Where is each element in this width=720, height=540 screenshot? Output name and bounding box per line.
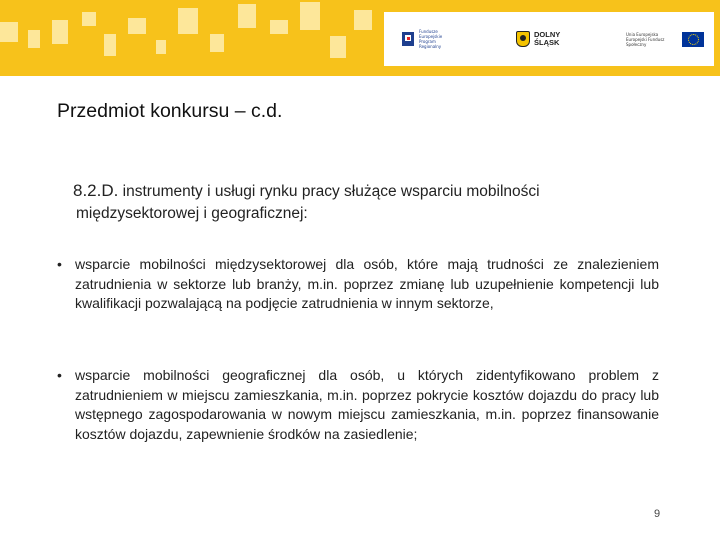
decorative-square xyxy=(82,12,96,26)
section-heading-line-1: instrumenty i usługi rynku pracy służące wsparciu mobilności xyxy=(122,183,540,200)
dolny-slask-logo xyxy=(516,25,566,53)
fundusze-europejskie-text: Fundusze Europejskie Program Regionalny xyxy=(419,29,443,49)
section-heading-line-2: międzysektorowej i geograficznej: xyxy=(76,205,308,222)
header-band xyxy=(0,0,720,76)
eu-flag-icon xyxy=(682,32,704,47)
dolny-slask-text: DOLNY ŚLĄSK xyxy=(534,30,561,47)
decorative-square xyxy=(104,34,116,56)
decorative-square xyxy=(238,4,256,28)
decorative-square xyxy=(300,2,320,30)
bullet-item xyxy=(57,255,659,314)
bullet-marker: • xyxy=(57,256,62,272)
page-number: 9 xyxy=(654,508,661,520)
unia-europejska-logo xyxy=(626,25,704,53)
fundusze-europejskie-mark-icon xyxy=(402,32,414,46)
decorative-square xyxy=(178,8,198,34)
decorative-square xyxy=(330,36,346,58)
bullet-text: wsparcie mobilności międzysektorowej dla osób, które mają trudności ze znalezieniem zatrudnienia w sektorze lub branży, m.in. poprzez zmianę lub uzupełnienie kompetencji lub kwalifikacji pozwalającą na podjęcie zatrudnienia w innym sektorze, xyxy=(75,256,659,311)
slide-title: Przedmiot konkursu – c.d. xyxy=(57,100,283,122)
bullet-marker: • xyxy=(57,367,62,383)
coat-of-arms-icon xyxy=(516,31,530,47)
decorative-square xyxy=(210,34,224,52)
decorative-square xyxy=(128,18,146,34)
decorative-square xyxy=(270,20,288,34)
decorative-square xyxy=(0,22,18,42)
unia-europejska-text: Unia Europejska Europejski Fundusz Społeczny xyxy=(626,31,665,47)
bullet-text: wsparcie mobilności geograficznej dla osób, u których zidentyfikowano problem z zatrudnieniem w miejscu zamieszkania, m.in. poprzez pokrycie kosztów dojazdu do pracy lub wstępnego zagospodarowania w nowym miejscu zamieszkania, m.in. poprzez finansowanie kosztów dojazdu, zapewnienie środków na zasiedlenie; xyxy=(75,367,659,442)
decorative-square xyxy=(28,30,40,48)
decorative-square xyxy=(156,40,166,54)
section-heading xyxy=(73,180,673,225)
decorative-square xyxy=(52,20,68,44)
decorative-square xyxy=(354,10,372,30)
fundusze-europejskie-logo xyxy=(402,25,459,53)
bullet-item xyxy=(57,366,659,444)
logo-strip xyxy=(384,12,714,66)
section-number: 8.2.D. xyxy=(73,181,119,200)
